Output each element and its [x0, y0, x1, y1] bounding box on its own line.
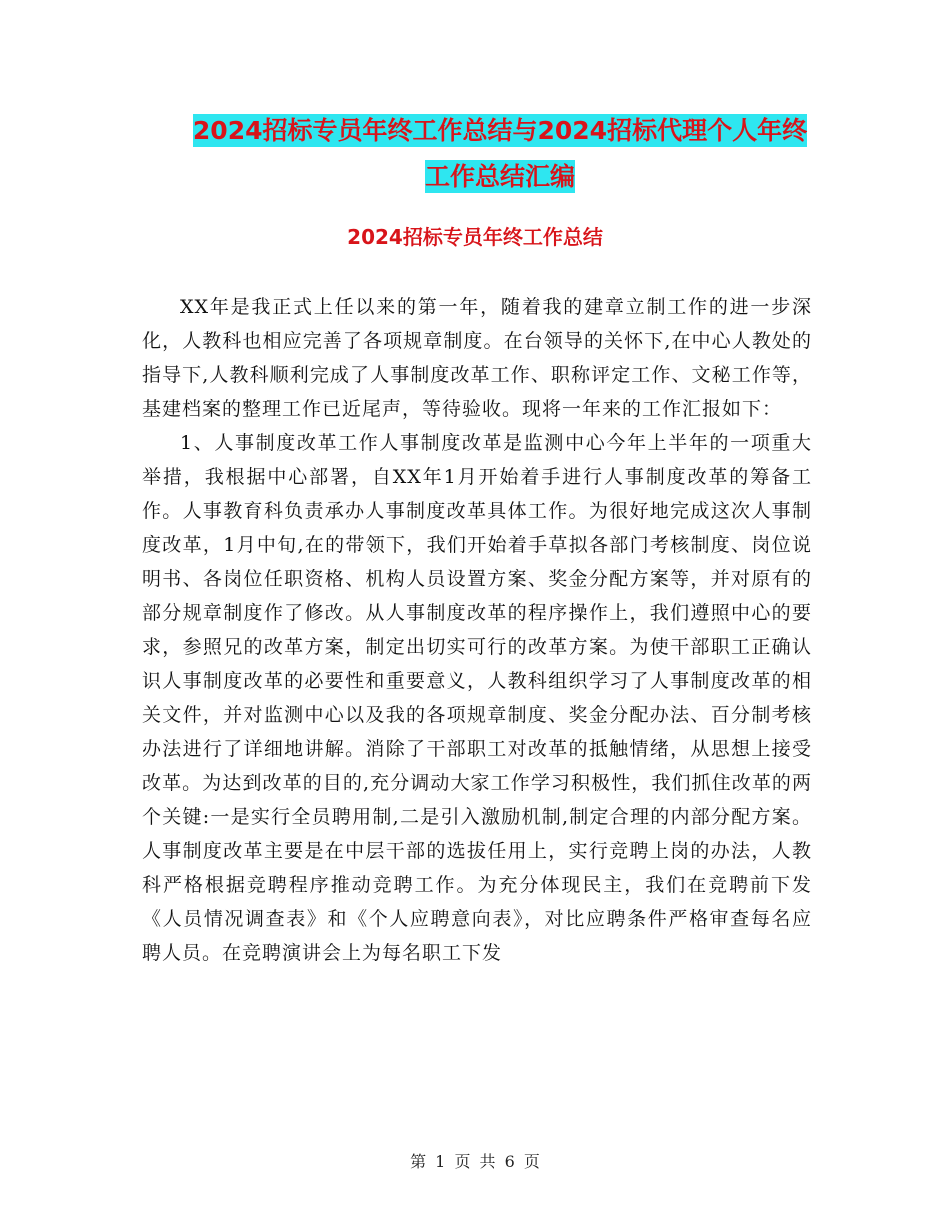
page-footer: 第 1 页 共 6 页	[410, 1152, 540, 1171]
document-title	[140, 108, 860, 200]
paragraph-intro: XX年是我正式上任以来的第一年，随着我的建章立制工作的进一步深化，人教科也相应完善了各项规章制度。在台领导的关怀下,在中心人教处的指导下,人教科顺利完成了人事制度改革工作、职称评定工作、文秘工作等，基建档案的整理工作已近尾声，等待验收。现将一年来的工作汇报如下：	[142, 296, 812, 420]
document-title-line-2: 工作总结汇编	[424, 162, 575, 191]
paragraph-personnel-reform: 1、人事制度改革工作人事制度改革是监测中心今年上半年的一项重大举措，我根据中心部署，自XX年1月开始着手进行人事制度改革的筹备工作。人事教育科负责承办人事制度改革具体工作。为很好地完成这次人事制度改革，1月中旬,在的带领下，我们开始着手草拟各部门考核制度、岗位说明书、各岗位任职资格、机构人员设置方案、奖金分配方案等，并对原有的部分规章制度作了修改。从人事制度改革的程序操作上，我们遵照中心的要求，参照兄的改革方案，制定出切实可行的改革方案。为使干部职工正确认识人事制度改革的必要性和重要意义，人教科组织学习了人事制度改革的相关文件，并对监测中心以及我的各项规章制度、奖金分配办法、百分制考核办法进行了详细地讲解。消除了干部职工对改革的抵触情绪，从思想上接受改革。为达到改革的目的,充分调动大家工作学习积极性，我们抓住改革的两个关键:一是实行全员聘用制,二是引入激励机制,制定合理的内部分配方案。人事制度改革主要是在中层干部的选拔任用上，实行竞聘上岗的办法，人教科严格根据竞聘程序推动竞聘工作。为充分体现民主，我们在竞聘前下发《人员情况调查表》和《个人应聘意向表》，对比应聘条件严格审查每名应聘人员。在竞聘演讲会上为每名职工下发	[142, 432, 812, 964]
body-text	[142, 290, 812, 970]
section-title: 2024招标专员年终工作总结	[347, 225, 603, 249]
document-title-line-1: 2024招标专员年终工作总结与2024招标代理个人年终	[192, 116, 808, 145]
